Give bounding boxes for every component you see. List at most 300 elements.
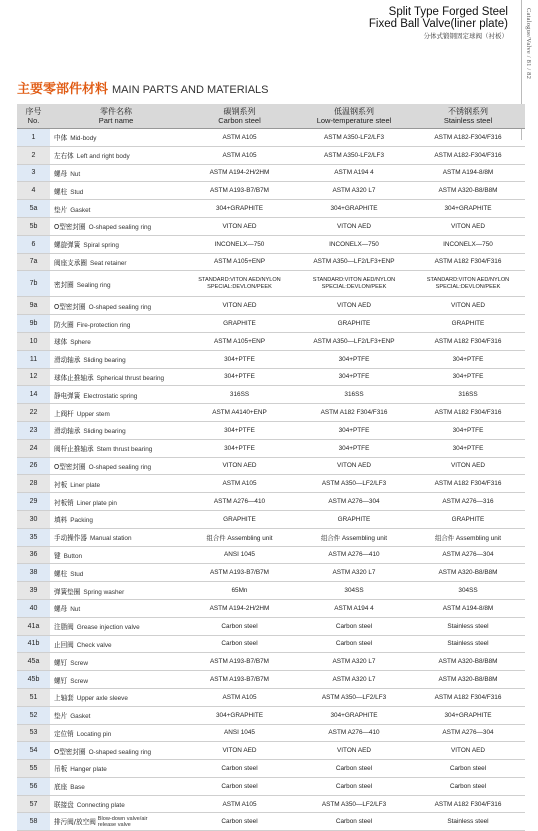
cell-stainless: 304+PTFE [411,421,525,439]
cell-stainless: 304+PTFE [411,368,525,386]
header-title-zh: 分体式锻钢固定球阀（衬板） [423,32,508,40]
part-name-en: Seat retainer [89,259,127,267]
table-row [17,510,525,528]
cell-carbon: Carbon steel [182,635,297,653]
table-row [17,182,525,200]
part-name-zh: 螺钉 [54,676,68,685]
cell-part-name [50,760,182,778]
cell-lowtemp: INCONELX—750 [297,235,411,253]
table-row [17,164,525,182]
cell-carbon: ANSI 1045 [182,546,297,564]
part-name-zh: 球体止推轴承 [54,373,94,382]
cell-part-name [50,164,182,182]
table-row [17,297,525,315]
cell-stainless: ASTM A182-F304/F316 [411,129,525,147]
cell-lowtemp: ASTM A320 L7 [297,564,411,582]
part-name-en: Sliding bearing [83,357,126,365]
cell-stainless: 304SS [411,582,525,600]
cell-carbon: 304+PTFE [182,368,297,386]
table-row [17,421,525,439]
cell-lowtemp: ASTM A350—LF2/LF3+ENP [297,253,411,271]
cell-carbon: GRAPHITE [182,510,297,528]
part-name-zh: 吊板 [54,765,68,774]
table-row [17,706,525,724]
part-name-en: Sealing ring [76,281,111,289]
cell-stainless: ASTM A194-8/8M [411,599,525,617]
part-name-en: Liner plate [70,481,101,489]
table-row [17,386,525,404]
cell-carbon: 304+GRAPHITE [182,200,297,218]
cell-stainless: ASTM A182 F304/F316 [411,332,525,350]
cell-carbon: 65Mn [182,582,297,600]
col-header-stainless: 不锈钢系列 Stainless steel [411,104,525,129]
cell-no: 1 [17,129,50,147]
cell-part-name [50,297,182,315]
cell-part-name [50,617,182,635]
cell-no: 35 [17,528,50,546]
table-row [17,332,525,350]
cell-part-name [50,368,182,386]
part-name-zh: 左右体 [54,152,74,161]
part-name-zh: 螺旋弹簧 [54,241,81,250]
part-name-en: O-shaped sealing ring [88,463,152,471]
cell-stainless: ASTM A182-F304/F316 [411,146,525,164]
cell-part-name [50,253,182,271]
part-name-en: Screw [70,659,88,667]
cell-carbon: 304+PTFE [182,439,297,457]
cell-part-name [50,439,182,457]
part-name-zh: 防火圈 [54,320,74,329]
cell-part-name [50,671,182,689]
cell-part-name [50,688,182,706]
cell-stainless: ASTM A182 F304/F316 [411,253,525,271]
part-name-en: Check valve [76,641,112,649]
header-title-line2: Fixed Ball Valve(liner plate) [368,18,508,30]
cell-lowtemp: VITON AED [297,457,411,475]
cell-part-name [50,742,182,760]
cell-no: 41a [17,617,50,635]
part-name-zh: 衬板销 [54,498,74,507]
cell-carbon: INCONELX—750 [182,235,297,253]
page-header [369,6,508,40]
part-name-en: Electrostatic spring [83,392,138,400]
section-title-en: MAIN PARTS AND MATERIALS [112,84,269,96]
cell-carbon: ASTM A194-2H/2HM [182,164,297,182]
part-name-zh: 密封圈 [54,280,74,289]
cell-stainless: ASTM A182 F304/F316 [411,795,525,813]
cell-lowtemp: Carbon steel [297,813,411,831]
part-name-zh: 螺柱 [54,569,68,578]
cell-carbon: ASTM A193-B7/B7M [182,653,297,671]
part-name-en: Stud [70,570,84,578]
cell-no: 9b [17,315,50,333]
cell-part-name [50,404,182,422]
cell-part-name [50,421,182,439]
table-row [17,200,525,218]
cell-lowtemp: ASTM A350—LF2/LF3 [297,475,411,493]
table-body [17,129,525,831]
cell-no: 41b [17,635,50,653]
cell-carbon: ASTM A193-B7/B7M [182,182,297,200]
table-row [17,813,525,831]
table-row [17,671,525,689]
cell-stainless: ASTM A182 F304/F316 [411,404,525,422]
cell-stainless: ASTM A194-8/8M [411,164,525,182]
cell-lowtemp: ASTM A350—LF2/LF3 [297,795,411,813]
cell-carbon: ASTM A194-2H/2HM [182,599,297,617]
cell-part-name [50,146,182,164]
cell-carbon: ASTM A105 [182,688,297,706]
part-name-en: Sliding bearing [83,428,126,436]
table-row [17,129,525,147]
table-row [17,350,525,368]
cell-part-name [50,777,182,795]
cell-part-name [50,813,182,831]
cell-stainless: ASTM A320-B8/B8M [411,671,525,689]
part-name-en: Stud [70,188,84,196]
part-name-zh: 衬板 [54,480,68,489]
cell-stainless: 304+PTFE [411,350,525,368]
table-row [17,235,525,253]
cell-stainless: ASTM A276—304 [411,724,525,742]
col-header-part: 零件名称 Part name [50,104,182,129]
cell-carbon: Carbon steel [182,777,297,795]
cell-part-name [50,528,182,546]
cell-lowtemp: ASTM A182 F304/F316 [297,404,411,422]
cell-stainless: GRAPHITE [411,315,525,333]
cell-stainless: VITON AED [411,297,525,315]
cell-stainless: ASTM A276—304 [411,546,525,564]
part-name-zh: 阀座支承圈 [54,258,87,267]
table-row [17,777,525,795]
table-row [17,724,525,742]
table-row [17,599,525,617]
part-name-zh: 螺母 [54,605,68,614]
part-name-zh: 上阀杆 [54,409,74,418]
cell-lowtemp: ASTM A320 L7 [297,653,411,671]
part-name-en: Upper stem [76,410,110,418]
part-name-en: Screw [70,677,88,685]
cell-stainless: ASTM A182 F304/F316 [411,688,525,706]
cell-carbon: STANDARD:VITON AED/NYLON SPECIAL:DEVLON/PEEK [182,271,297,297]
cell-no: 29 [17,493,50,511]
table-row [17,271,525,297]
materials-table [17,104,525,831]
cell-no: 58 [17,813,50,831]
table-row [17,546,525,564]
cell-no: 45a [17,653,50,671]
part-name-zh: 球体 [54,338,68,347]
cell-lowtemp: VITON AED [297,217,411,235]
cell-carbon: ASTM A105 [182,129,297,147]
part-name-en: Liner plate pin [76,499,117,507]
cell-stainless: ASTM A182 F304/F316 [411,475,525,493]
cell-lowtemp: VITON AED [297,297,411,315]
part-name-zh: 上轴套 [54,694,74,703]
cell-lowtemp: ASTM A276—410 [297,546,411,564]
table-row [17,635,525,653]
part-name-en: Sphere [70,339,91,347]
part-name-zh: O型密封圈 [54,462,86,471]
table-row [17,368,525,386]
cell-stainless: Carbon steel [411,760,525,778]
cell-carbon: ASTM A105 [182,146,297,164]
cell-lowtemp: ASTM A350-LF2/LF3 [297,129,411,147]
cell-lowtemp: 304+GRAPHITE [297,706,411,724]
cell-no: 26 [17,457,50,475]
cell-part-name [50,564,182,582]
part-name-en: O-shaped sealing ring [88,224,152,232]
cell-lowtemp: 304+PTFE [297,350,411,368]
cell-part-name [50,475,182,493]
cell-carbon: VITON AED [182,457,297,475]
cell-lowtemp: Carbon steel [297,617,411,635]
cell-no: 56 [17,777,50,795]
cell-no: 54 [17,742,50,760]
table-header-row [17,104,525,129]
cell-lowtemp: ASTM A320 L7 [297,671,411,689]
part-name-zh: 联接盘 [54,801,74,810]
cell-part-name [50,546,182,564]
part-name-en: Spring washer [83,588,125,596]
cell-part-name [50,457,182,475]
table-row [17,528,525,546]
part-name-zh: 排污阀/放空阀 [54,817,96,826]
part-name-en: Grease injection valve [76,624,140,632]
part-name-zh: O型密封圈 [54,223,86,232]
part-name-en: Nut [70,170,81,178]
col-header-carbon: 碳钢系列 Carbon steel [182,104,297,129]
cell-lowtemp: ASTM A276—410 [297,724,411,742]
cell-no: 51 [17,688,50,706]
cell-stainless: Stainless steel [411,617,525,635]
cell-no: 5a [17,200,50,218]
cell-carbon: Carbon steel [182,760,297,778]
cell-stainless: ASTM A320-B8/B8M [411,564,525,582]
table-row [17,475,525,493]
cell-lowtemp: ASTM A320 L7 [297,182,411,200]
cell-part-name [50,653,182,671]
cell-no: 28 [17,475,50,493]
part-name-zh: 定位销 [54,729,74,738]
part-name-en: Mid-body [70,135,97,143]
cell-carbon: ASTM A276—410 [182,493,297,511]
part-name-zh: 中体 [54,134,68,143]
cell-carbon: ASTM A193-B7/B7M [182,671,297,689]
table-row [17,493,525,511]
part-name-en: Spherical thrust bearing [96,374,165,382]
section-title-zh: 主要零部件材料 [17,82,109,97]
col-header-lowtemp: 低温钢系列 Low-temperature steel [297,104,411,129]
cell-part-name [50,350,182,368]
cell-part-name [50,235,182,253]
part-name-en: Connecting plate [76,802,125,810]
part-name-en: Gasket [70,713,91,721]
cell-lowtemp: 304+GRAPHITE [297,200,411,218]
cell-lowtemp: GRAPHITE [297,315,411,333]
cell-no: 36 [17,546,50,564]
cell-stainless: Stainless steel [411,635,525,653]
table-row [17,564,525,582]
cell-no: 39 [17,582,50,600]
table-row [17,404,525,422]
cell-no: 45b [17,671,50,689]
table-row [17,617,525,635]
cell-part-name [50,724,182,742]
table-row [17,457,525,475]
cell-no: 7a [17,253,50,271]
cell-no: 30 [17,510,50,528]
cell-stainless: Carbon steel [411,777,525,795]
cell-no: 4 [17,182,50,200]
cell-no: 22 [17,404,50,422]
cell-carbon: ASTM A105+ENP [182,253,297,271]
part-name-zh: 阀杆止推轴承 [54,445,94,454]
cell-no: 38 [17,564,50,582]
cell-carbon: ANSI 1045 [182,724,297,742]
part-name-zh: 弹簧垫圈 [54,587,81,596]
cell-carbon: 304+PTFE [182,421,297,439]
part-name-zh: O型密封圈 [54,302,86,311]
table-row [17,146,525,164]
part-name-en: Packing [70,517,93,525]
cell-part-name [50,795,182,813]
cell-lowtemp: 304+PTFE [297,421,411,439]
part-name-en: Base [70,784,85,792]
part-name-en: Gasket [70,206,91,214]
part-name-en: Locating pin [76,730,112,738]
part-name-zh: 滑动轴承 [54,427,81,436]
part-name-en: O-shaped sealing ring [88,303,152,311]
part-name-en: Left and right body [76,153,130,161]
cell-lowtemp: ASTM A350—LF2/LF3 [297,688,411,706]
cell-carbon: VITON AED [182,217,297,235]
part-name-zh: 键 [54,551,61,560]
cell-stainless: 304+PTFE [411,439,525,457]
part-name-en: Hanger plate [70,766,107,774]
cell-carbon: 304+GRAPHITE [182,706,297,724]
cell-stainless: ASTM A320-B8/B8M [411,653,525,671]
section-title [17,78,269,97]
cell-part-name [50,182,182,200]
cell-stainless: 304+GRAPHITE [411,706,525,724]
part-name-en: Spiral spring [83,242,119,250]
cell-lowtemp: ASTM A194 4 [297,164,411,182]
cell-part-name [50,510,182,528]
cell-part-name [50,129,182,147]
part-name-zh: 螺柱 [54,187,68,196]
cell-part-name [50,582,182,600]
cell-no: 2 [17,146,50,164]
cell-carbon: VITON AED [182,297,297,315]
cell-no: 10 [17,332,50,350]
cell-carbon: ASTM A193-B7/B7M [182,564,297,582]
part-name-zh: 填料 [54,516,68,525]
cell-stainless: INCONELX—750 [411,235,525,253]
part-name-zh: 垫片 [54,205,68,214]
cell-stainless: VITON AED [411,217,525,235]
cell-lowtemp: 304+PTFE [297,439,411,457]
cell-carbon: 组合件 Assembling unit [182,528,297,546]
cell-carbon: ASTM A105 [182,795,297,813]
cell-part-name [50,271,182,297]
cell-lowtemp: ASTM A194 4 [297,599,411,617]
cell-stainless: 316SS [411,386,525,404]
cell-carbon: Carbon steel [182,813,297,831]
cell-part-name [50,599,182,617]
part-name-zh: 注脂阀 [54,623,74,632]
cell-no: 9a [17,297,50,315]
cell-stainless: STANDARD:VITON AED/NYLON SPECIAL:DEVLON/PEEK [411,271,525,297]
part-name-zh: 螺钉 [54,658,68,667]
cell-no: 5b [17,217,50,235]
cell-carbon: ASTM A4140+ENP [182,404,297,422]
part-name-zh: 滑动轴承 [54,356,81,365]
table-row [17,653,525,671]
table-row [17,253,525,271]
part-name-zh: 垫片 [54,712,68,721]
part-name-en: Manual station [89,535,132,543]
cell-part-name [50,200,182,218]
part-name-zh: O型密封圈 [54,747,86,756]
cell-part-name [50,386,182,404]
cell-carbon: 304+PTFE [182,350,297,368]
part-name-en: Blow-down valve/air release valve [97,816,148,829]
table-row [17,582,525,600]
cell-stainless: 组合件 Assembling unit [411,528,525,546]
cell-lowtemp: Carbon steel [297,635,411,653]
cell-stainless: GRAPHITE [411,510,525,528]
cell-carbon: ASTM A105 [182,475,297,493]
cell-no: 6 [17,235,50,253]
table-row [17,439,525,457]
cell-part-name [50,493,182,511]
cell-no: 11 [17,350,50,368]
cell-lowtemp: 316SS [297,386,411,404]
part-name-en: O-shaped sealing ring [88,748,152,756]
cell-no: 24 [17,439,50,457]
part-name-en: Button [63,552,83,560]
table-row [17,760,525,778]
cell-no: 23 [17,421,50,439]
cell-carbon: 316SS [182,386,297,404]
cell-carbon: VITON AED [182,742,297,760]
cell-stainless: VITON AED [411,457,525,475]
cell-part-name [50,706,182,724]
cell-no: 57 [17,795,50,813]
cell-stainless: 304+GRAPHITE [411,200,525,218]
cell-lowtemp: 组合件 Assembling unit [297,528,411,546]
col-header-no: 序号 No. [17,104,50,129]
part-name-en: Fire-protection ring [76,321,131,329]
cell-no: 12 [17,368,50,386]
cell-stainless: VITON AED [411,742,525,760]
cell-lowtemp: GRAPHITE [297,510,411,528]
cell-lowtemp: Carbon steel [297,777,411,795]
part-name-zh: 静电弹簧 [54,391,81,400]
cell-carbon: GRAPHITE [182,315,297,333]
part-name-zh: 螺母 [54,169,68,178]
table-row [17,315,525,333]
part-name-zh: 底座 [54,783,68,792]
part-name-en: Stem thrust bearing [96,446,153,454]
part-name-zh: 止回阀 [54,640,74,649]
cell-part-name [50,217,182,235]
cell-stainless: ASTM A320-B8/B8M [411,182,525,200]
cell-lowtemp: ASTM A276—304 [297,493,411,511]
cell-no: 55 [17,760,50,778]
cell-carbon: ASTM A105+ENP [182,332,297,350]
